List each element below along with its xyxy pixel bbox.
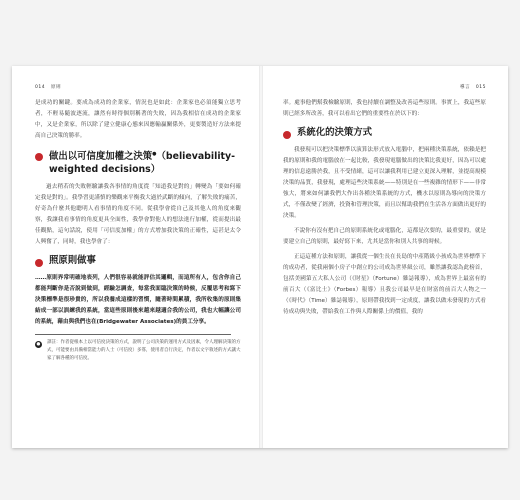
left-page-header: [35, 84, 241, 98]
right-page-number: 015: [475, 85, 486, 90]
section-heading-principles-title: 照原則做事: [49, 255, 96, 267]
right-paragraph-2: 我發現可以把決策標準以演算法形式放入電腦中，把兩種決策系統，依賴是把我的原則和我的電腦放在一起比較，我發現電腦做出的決策比我更好，因為可以處理的信息遠勝於我，且不受情緒，這可以讓我利用已建立更深入理解，並提高規模決策的品質，我發現，處理這些決策系統——特別是在一些複雜的情形下——非常強大，將來如何讓我們大作出各種決策系統的方式，機水以原則為導向的決策方式，不僅改變了經濟，投資和管理決策，而且以幫助我們在生活各方面做出更好的決策。: [283, 147, 486, 219]
section-heading-believability-title: 做出以可信度加權之決策●（believability-weighted decisions）: [49, 151, 236, 176]
left-page-number: 014: [35, 85, 46, 90]
right-paragraph-1: 率。處事他們幫我檢驗原則，我也持續在調整及改善這些原則。事實上，我這些原則已經多所改善，我可以看出它們的重要性在於以下的：: [283, 100, 486, 117]
left-paragraph-1: 是成功的關鍵。要成為成功的企業家，情況也是如此：企業家也必須能獨立思考者，不輕易隨波逐流，讓然有時得個別稱著的失敗，因為我相信在成功的企業家中，又是企業家，所以除了建立健康心態來因應輸贏關係外，更要製造好方法來提高自己決策的勝率。: [35, 100, 241, 139]
red-bullet-icon: [35, 153, 43, 161]
left-running-head: 原則: [51, 85, 62, 90]
right-page-header: [283, 84, 486, 98]
footnote-text: 譯註：作者從根本上以可信度決策的方式，說明了公司決策的運用方式及因素，令人理解決策的方式，可能要由具備相當能力的人士（可信度）多寡，使用者自行決定，作者以文字敘述的方式讓大家了解各種的可信度。: [47, 339, 241, 361]
red-bullet-icon: [283, 131, 291, 139]
section-heading-principles: [35, 254, 241, 267]
footnote-divider: [35, 334, 231, 335]
footnote-marker-icon: ●: [36, 341, 41, 347]
left-paragraph-3: ……原則界常明確地表列，人們很容易就能評估其邏輯，而這所有人，包含你自己都能判斷你是否說到做到，經驗怎調查，每當我面臨決策的時候，反覆思考和寫下決策標準是很珍貴的，所以我養成這樣的習慣，隨著時間累積，我所收集的原則集結成一部以訓練我的系統，當這些原則後來越來越適合我的公司，我也大幅讓公司的系統，藉由與我們也在(Bridgewater Associates)的員工分享。: [35, 275, 241, 326]
red-bullet-icon: [35, 259, 43, 267]
right-page: [263, 66, 508, 448]
right-paragraph-3: 不說你有沒有把自己的原則系統化或電腦化，這都是次要的，最重要的，就是要建立自己的原則，最好寫下來，尤其是當你和別人共事的時候。: [283, 228, 486, 245]
book-spread: [12, 66, 508, 448]
section-heading-systematic: [283, 126, 486, 139]
footnote: [35, 339, 241, 363]
left-page: [12, 66, 259, 448]
section-heading-believability: [35, 148, 241, 176]
section-heading-systematic-title: 系統化的決策方式: [297, 127, 373, 138]
right-running-head: 導言: [459, 85, 470, 90]
right-paragraph-4: 正這這種方法和原則，讓我從一個生長在長島的中產階級小孩成為世界標準下的成功者，從我兩個小房子中創立的公司成為世界級公司，雖然讓我認為此榜首，包括美國第五大私人公司（《財星》（Fortune）雜誌報導），成為世界上最富有的前百大（《富比士》（Forbes）報導）且我公司最早是在財富的前百大人物之一（《時代》（Time）雜誌報導），原則帶我找到一定成度，讓我以做未發現的方式看待成功與失敗，帶給我在工作與人際關係上的價值，我的: [283, 254, 486, 315]
left-paragraph-2: 過去稍若的失敗輕驗讓我各事情的角度從「知道我是對的」轉變為「要如何確定我是對的」。我學習更謹慎的樂觀來平衡我大過於武斷的傾向，了解失敗的痛苦，好奇為什麼其他聰明人看事情的角度不同。從我學會從自己及其他人的角度來觀察，我讓我看事情的角度更具全面性，我學會對他人的想法進行加權，從而提出最佳觀點，這句話說，使用「可信度加權」的方式增加我決策的正確性，這甚是太令人興奮了，同時，我也學會了：: [35, 184, 241, 246]
